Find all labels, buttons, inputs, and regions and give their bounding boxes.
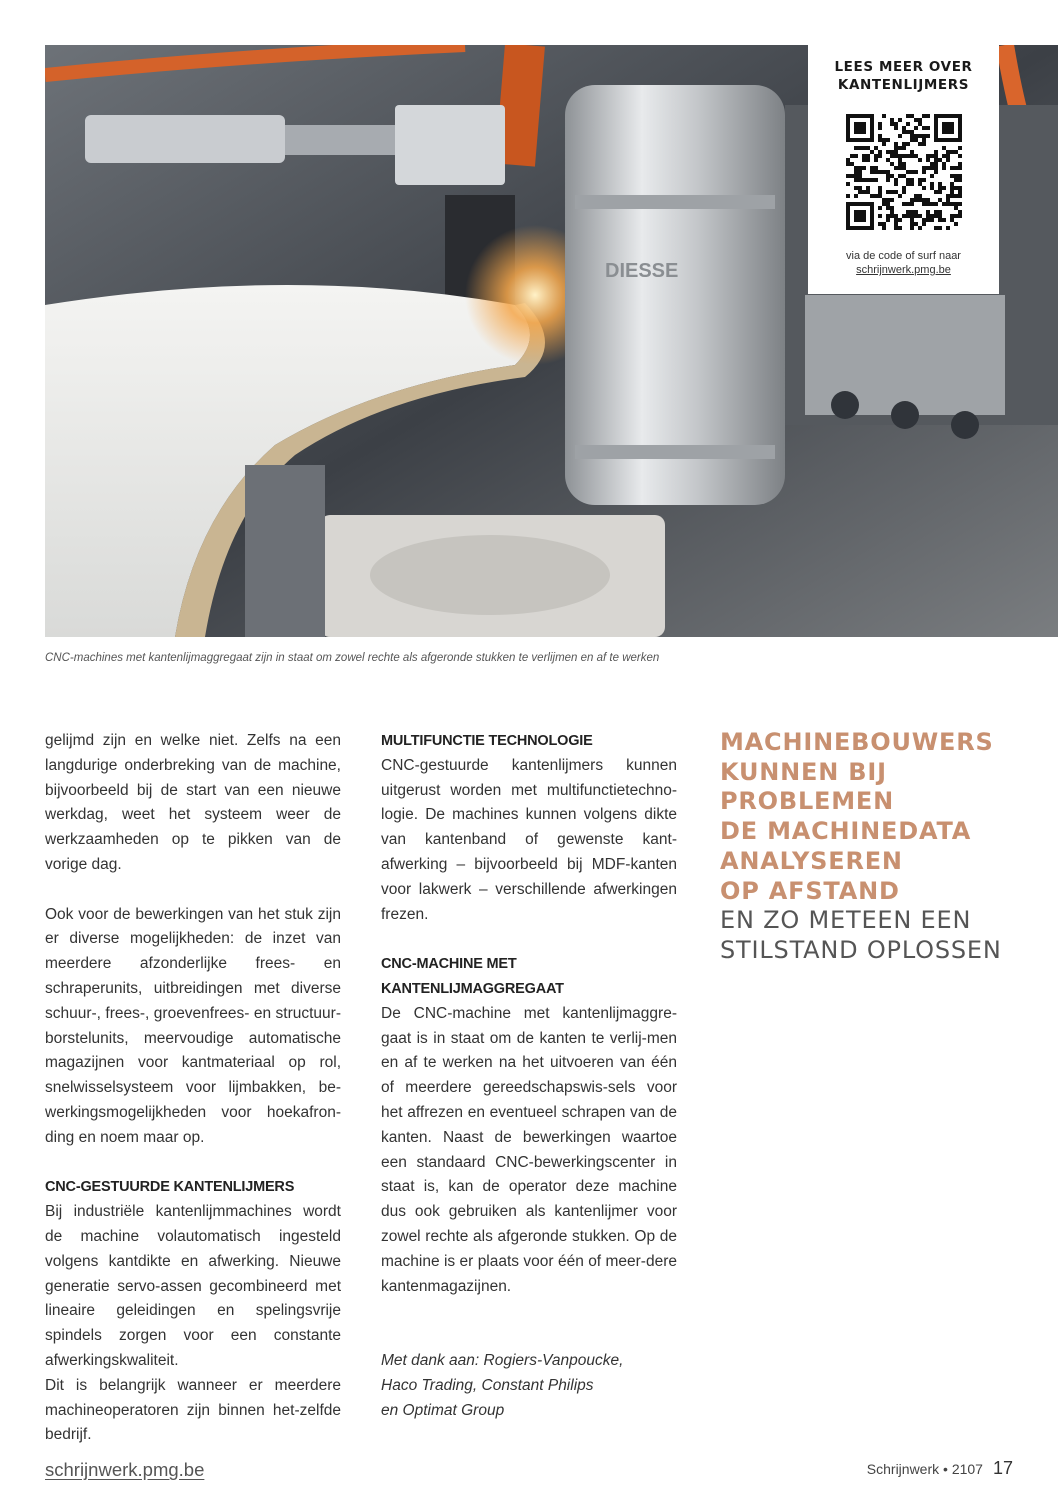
paragraph: CNC-gestuurde kantenlijmers kunnen uitgerust worden met multifunctietechno-logie. De machines kunnen volgens dikte van kantenband of gewenste kant-afwerking – bijvoorbeeld bij MDF-kanten voor lakwerk – verschillende afwerkingen frezen. [381, 756, 677, 923]
section-heading [381, 952, 677, 1002]
paragraph: Ook voor de bewerkingen van het stuk zijn er diverse mogelijkheden: de inzet van meerdere afzonderlijke frees- en schraperunits, uitbreidingen met diverse schuur-, frees-, groevenfrees- en structuur-borstelunits, meervoudige automatische magazijnen voor kantmateriaal op rol, snelwisselsysteem voor lijmbakken, be-werkingsmogelijkheden voor hoekafron-ding en noem maar op. [45, 905, 341, 1146]
machine-label: DIESSE [605, 260, 679, 282]
quote-highlight-line: KUNNEN BIJ [720, 757, 887, 786]
heading-line: CNC-MACHINE MET [381, 956, 517, 973]
pull-quote [720, 728, 1020, 966]
paragraph: De CNC-machine met kantenlijmaggre-gaat is in staat om de kanten te verlij-men en af te werken na het uitvoeren van één of meerdere gereedschapswis-sels voor het affrezen en eventueel schrapen van de kanten. Naast de bewerkingen waartoe een standaard CNC-bewerkingscenter in staat is, kan de operator deze machine dus ook gebruiken als kantenlijmer voor zowel rechte als afgeronde stukken. Op de machine is er plaats voor één of meer-dere kantenmagazijnen. [381, 1004, 677, 1295]
thanks-line: Met dank aan: Rogiers-Vanpoucke, [381, 1351, 624, 1369]
qr-url-link[interactable]: schrijnwerk.pmg.be [856, 264, 951, 276]
thanks-line: en Optimat Group [381, 1401, 505, 1419]
quote-highlight-line: ANALYSEREN [720, 846, 903, 875]
heading-line: KANTENLIJMAGGREGAAT [381, 980, 564, 997]
quote-highlight-line: DE MACHINEDATA [720, 817, 972, 846]
column-1 [45, 729, 341, 1448]
quote-highlight-line: MACHINEBOUWERS [720, 728, 994, 756]
quote-rest-line: EN ZO METEEN EEN [720, 906, 972, 935]
qr-title-line2: KANTENLIJMERS [837, 77, 970, 93]
footer-site-link[interactable]: schrijnwerk.pmg.be [45, 1459, 205, 1480]
section-heading: CNC-GESTUURDE KANTENLIJMERS [45, 1179, 295, 1196]
paragraph: Bij industriële kantenlijmmachines wordt de machine volautomatisch ingesteld volgens kantdikte en afwerking. Nieuwe generatie servo-assen gecombineerd met lineaire geleidingen en spelingsvrije spindels zorgen voor een constante afwerkingskwaliteit. [45, 1203, 341, 1369]
quote-highlight-line: PROBLEMEN [720, 787, 895, 816]
quote-rest-line: STILSTAND OPLOSSEN [720, 935, 1002, 964]
qr-note: via de code of surf naar [846, 250, 961, 262]
footer-issue [867, 1458, 1013, 1479]
column-2 [381, 729, 677, 1423]
page-number: 17 [992, 1458, 1013, 1478]
qr-code-icon[interactable] [846, 114, 962, 230]
qr-title [808, 58, 999, 94]
paragraph: gelijmd zijn en welke niet. Zelfs na een langdurige onderbreking van de machine, bijvoorbeeld bij de start van een nieuwe werkdag, weet het systeem weer de werkzaamheden op te pikken van de vorige dag. [45, 732, 341, 873]
thanks-line: Haco Trading, Constant Philips [381, 1376, 594, 1394]
acknowledgements [381, 1349, 677, 1423]
issue-label: Schrijnwerk • 2107 [866, 1461, 983, 1477]
quote-highlight-line: OP AFSTAND [720, 876, 900, 905]
section-heading: MULTIFUNCTIE TECHNOLOGIE [381, 733, 593, 749]
photo-caption: CNC-machines met kantenlijmaggregaat zijn in staat om zowel rechte als afgeronde stukken te verlijmen en af te werken [45, 652, 660, 664]
qr-title-line1: LEES MEER OVER [834, 59, 973, 75]
qr-info-box [808, 45, 999, 294]
paragraph: Dit is belangrijk wanneer er meerdere machineoperatoren zijn binnen het-zelfde bedrijf. [45, 1376, 341, 1444]
